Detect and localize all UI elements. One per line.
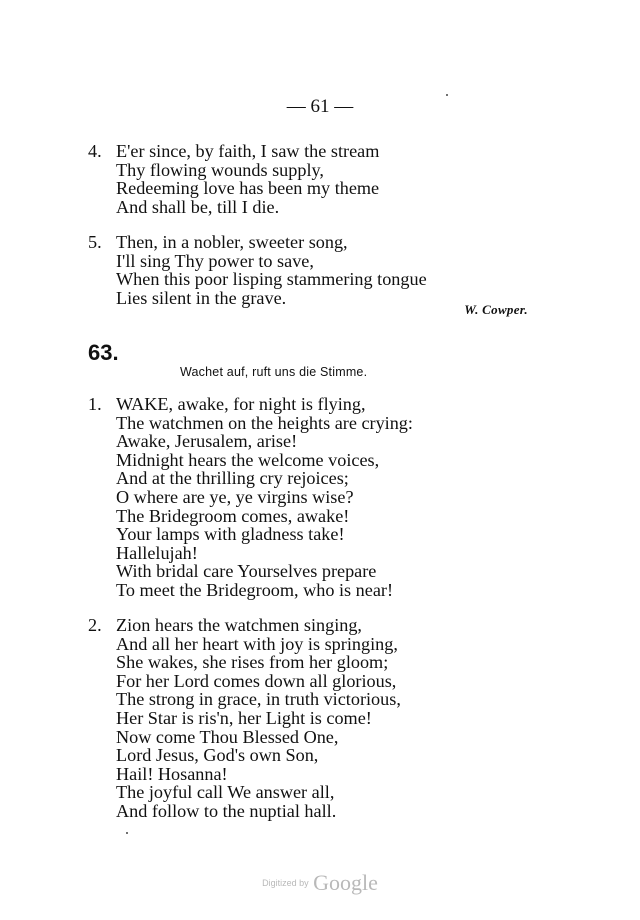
stanza-62-4 (88, 142, 379, 216)
speck-mark (446, 94, 448, 96)
stanza-line-text: E'er since, by faith, I saw the stream (116, 141, 380, 161)
stanza-line: Awake, Jerusalem, arise! (116, 431, 298, 452)
stanza-line: Lord Jesus, God's own Son, (116, 745, 319, 766)
stanza-line: For her Lord comes down all glorious, (116, 670, 397, 691)
stanza-line (88, 395, 413, 414)
stanza-line: When this poor lisping stammering tongue (116, 269, 427, 290)
speck-mark (126, 832, 128, 834)
stanza-number: 1. (88, 394, 102, 414)
stanza-63-1 (88, 395, 413, 600)
stanza-line: O where are ye, ye virgins wise? (116, 486, 354, 507)
stanza-line-text: Zion hears the watchmen singing, (116, 615, 362, 635)
stanza-line: She wakes, she rises from her gloom; (116, 652, 389, 673)
stanza-line: The Bridegroom comes, awake! (116, 505, 350, 526)
stanza-line (88, 233, 427, 252)
stanza-line: I'll sing Thy power to save, (116, 250, 314, 271)
stanza-line: With bridal care Yourselves prepare (116, 561, 377, 582)
stanza-63-2 (88, 616, 401, 821)
stanza-line-text: Then, in a nobler, sweeter song, (116, 232, 348, 252)
stanza-line: And shall be, till I die. (116, 196, 280, 217)
watermark-prefix: Digitized by (262, 878, 309, 888)
stanza-line: Redeeming love has been my theme (116, 178, 380, 199)
stanza-line: And follow to the nuptial hall. (116, 800, 337, 821)
stanza-line: Lies silent in the grave. (116, 287, 287, 308)
stanza-line: The strong in grace, in truth victorious, (116, 689, 401, 710)
author-attribution: W. Cowper. (464, 302, 528, 317)
stanza-line: And at the thrilling cry rejoices; (116, 468, 349, 489)
stanza-line: To meet the Bridegroom, who is near! (116, 579, 394, 600)
hymn-subtitle: Wachet auf, ruft uns die Stimme. (180, 365, 368, 379)
page-number: — 61 — (286, 96, 354, 117)
watermark-logo: Google (313, 870, 378, 895)
stanza-line: Now come Thou Blessed One, (116, 726, 339, 747)
stanza-line: Hail! Hosanna! (116, 763, 228, 784)
stanza-line: The joyful call We answer all, (116, 782, 335, 803)
digitized-watermark (0, 870, 640, 896)
stanza-line (88, 616, 401, 635)
stanza-line-text: WAKE, awake, for night is flying, (116, 394, 366, 414)
stanza-line: The watchmen on the heights are crying: (116, 412, 413, 433)
stanza-line: Your lamps with gladness take! (116, 524, 345, 545)
stanza-line: Midnight hears the welcome voices, (116, 449, 380, 470)
stanza-line (88, 142, 379, 161)
stanza-line: Hallelujah! (116, 542, 198, 563)
stanza-line: And all her heart with joy is springing, (116, 633, 398, 654)
stanza-line: Thy flowing wounds supply, (116, 159, 324, 180)
stanza-62-5 (88, 233, 427, 307)
stanza-number: 5. (88, 232, 102, 252)
stanza-number: 2. (88, 615, 102, 635)
stanza-number: 4. (88, 141, 102, 161)
stanza-line: Her Star is ris'n, her Light is come! (116, 707, 372, 728)
hymn-number: 63. (88, 340, 119, 365)
